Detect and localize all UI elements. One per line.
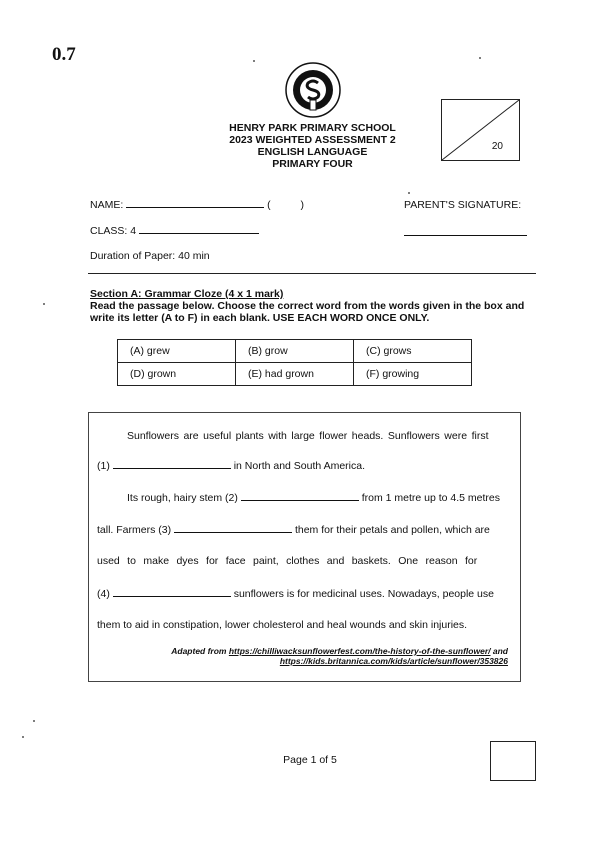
name-field [90,199,304,211]
passage-line-7: them to aid in constipation, lower cholesterol and heal wounds and skin injuries. [97,619,468,631]
option-e: (E) had grown [236,363,354,386]
answer-blank-3[interactable] [174,523,292,533]
source-link-2[interactable]: https://kids.britannica.com/kids/article/sunflower/353826 [279,656,508,666]
speck [479,57,481,59]
passage-line-2 [97,459,510,472]
passage-text: from 1 metre up to 4.5 metres [361,492,501,504]
duration-text: Duration of Paper: 40 min [90,250,210,262]
subject-title: ENGLISH LANGUAGE [257,146,368,158]
option-c: (C) grows [354,340,472,363]
name-label: NAME: [90,199,124,211]
source-link-1[interactable]: https://chilliwacksunflowerfest.com/the-history-of-the-sunflower/ [228,646,491,656]
source-and: and [492,646,508,656]
source-citation [171,646,508,666]
score-annotation: 0.7 [52,44,76,65]
option-b: (B) grow [236,340,354,363]
passage-line-4 [97,523,510,536]
index-open: ( [267,199,271,211]
parent-signature-label: PARENT'S SIGNATURE: [404,199,522,211]
index-close: ) [300,199,304,211]
school-name: HENRY PARK PRIMARY SCHOOL [229,122,396,134]
option-d: (D) grown [118,363,236,386]
passage-text: Its rough, hairy stem (2) [127,492,238,504]
name-line[interactable] [126,207,264,208]
answer-blank-1[interactable] [113,459,231,469]
answer-blank-2[interactable] [241,491,359,501]
class-field [90,225,259,237]
parent-signature-line[interactable] [404,235,527,236]
passage-text: sunflowers is for medicinal uses. Nowadays, people use [233,588,494,600]
options-row [118,340,472,363]
passage-text: tall. Farmers (3) [97,524,172,536]
word-options-table [117,339,472,386]
passage-line-6 [97,587,510,600]
blank-number-1: (1) [97,460,110,472]
assessment-title: 2023 WEIGHTED ASSESSMENT 2 [229,134,396,146]
speck [408,192,410,194]
total-marks: 20 [491,141,503,152]
option-f: (F) growing [354,363,472,386]
speck [22,736,24,738]
marks-box [441,99,520,161]
class-line[interactable] [139,233,259,234]
option-a: (A) grew [118,340,236,363]
passage-text: in North and South America. [233,460,366,472]
section-title: Section A: Grammar Cloze (4 x 1 mark) [90,288,284,300]
level-title: PRIMARY FOUR [272,158,353,170]
page-score-box [490,741,536,781]
page-number: Page 1 of 5 [283,754,337,766]
passage-line-5: used to make dyes for face paint, clothes and baskets. One reason for [97,555,478,567]
options-row [118,363,472,386]
speck [33,720,35,722]
divider [88,273,536,274]
passage-line-1: Sunflowers are useful plants with large flower heads. Sunflowers were first [127,430,489,442]
answer-blank-4[interactable] [113,587,231,597]
passage-line-3 [97,491,540,504]
class-label: CLASS: 4 [90,225,137,237]
blank-number-4: (4) [97,588,110,600]
speck [43,303,45,305]
source-prefix: Adapted from [171,646,227,656]
passage-text: them for their petals and pollen, which are [294,524,490,536]
school-crest-logo [285,62,341,118]
section-instruction: Read the passage below. Choose the correct word from the words given in the box and write its letter (A to F) in each blank. USE EACH WORD ONCE ONLY. [90,300,525,324]
passage-box [88,412,521,682]
school-header [180,122,445,170]
speck [253,60,255,62]
